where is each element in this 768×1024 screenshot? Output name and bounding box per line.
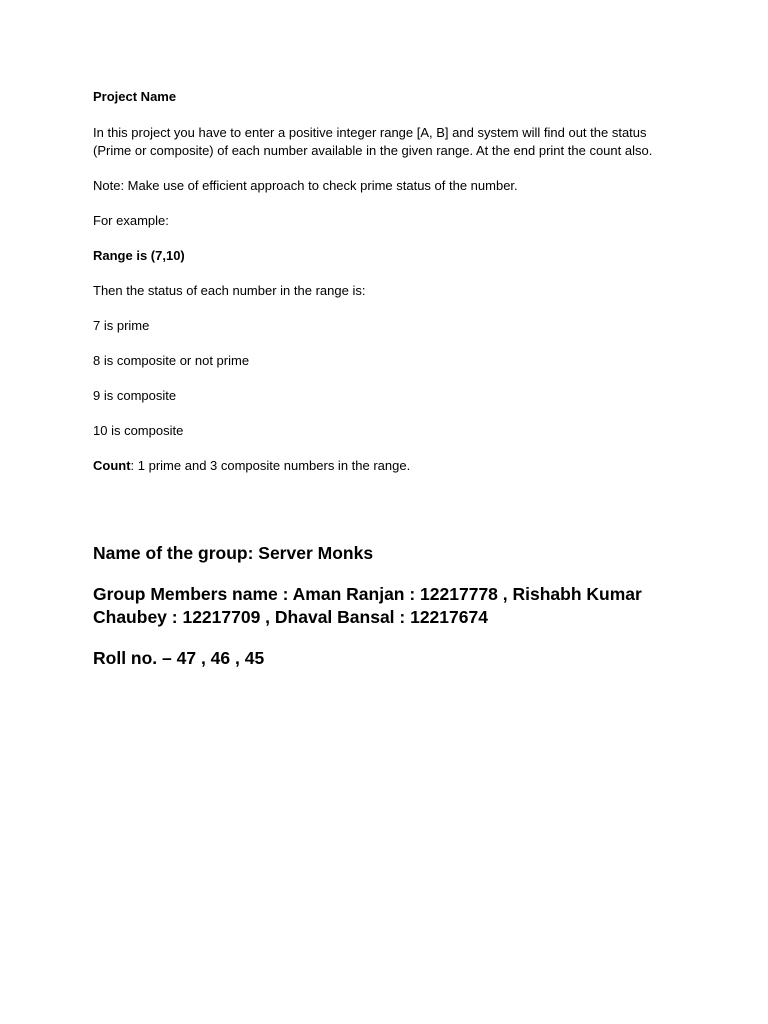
project-description-section <box>93 88 673 492</box>
group-members: Group Members name : Aman Ranjan : 12217778 , Rishabh Kumar Chaubey : 12217709 , Dhaval Bansal : 12217674 <box>93 584 642 627</box>
project-title: Project Name <box>93 89 177 104</box>
example-intro: For example: <box>93 213 169 228</box>
status-intro: Then the status of each number in the range is: <box>93 283 366 298</box>
result-line-4: 10 is composite <box>93 423 184 438</box>
note-text: Note: Make use of efficient approach to check prime status of the number. <box>93 178 518 193</box>
count-label: Count <box>93 458 131 473</box>
count-line <box>93 457 673 475</box>
result-line-2: 8 is composite or not prime <box>93 353 250 368</box>
project-description: In this project you have to enter a positive integer range [A, B] and system will find out the status (Prime or composite) of each number available in the given range. At the end print the count also. <box>93 125 653 158</box>
roll-numbers: Roll no. – 47 , 46 , 45 <box>93 648 265 668</box>
group-info-section <box>93 542 693 688</box>
result-line-1: 7 is prime <box>93 318 150 333</box>
result-line-3: 9 is composite <box>93 388 177 403</box>
group-name: Name of the group: Server Monks <box>93 543 374 563</box>
range-line: Range is (7,10) <box>93 248 185 263</box>
count-text: : 1 prime and 3 composite numbers in the range. <box>130 458 411 473</box>
